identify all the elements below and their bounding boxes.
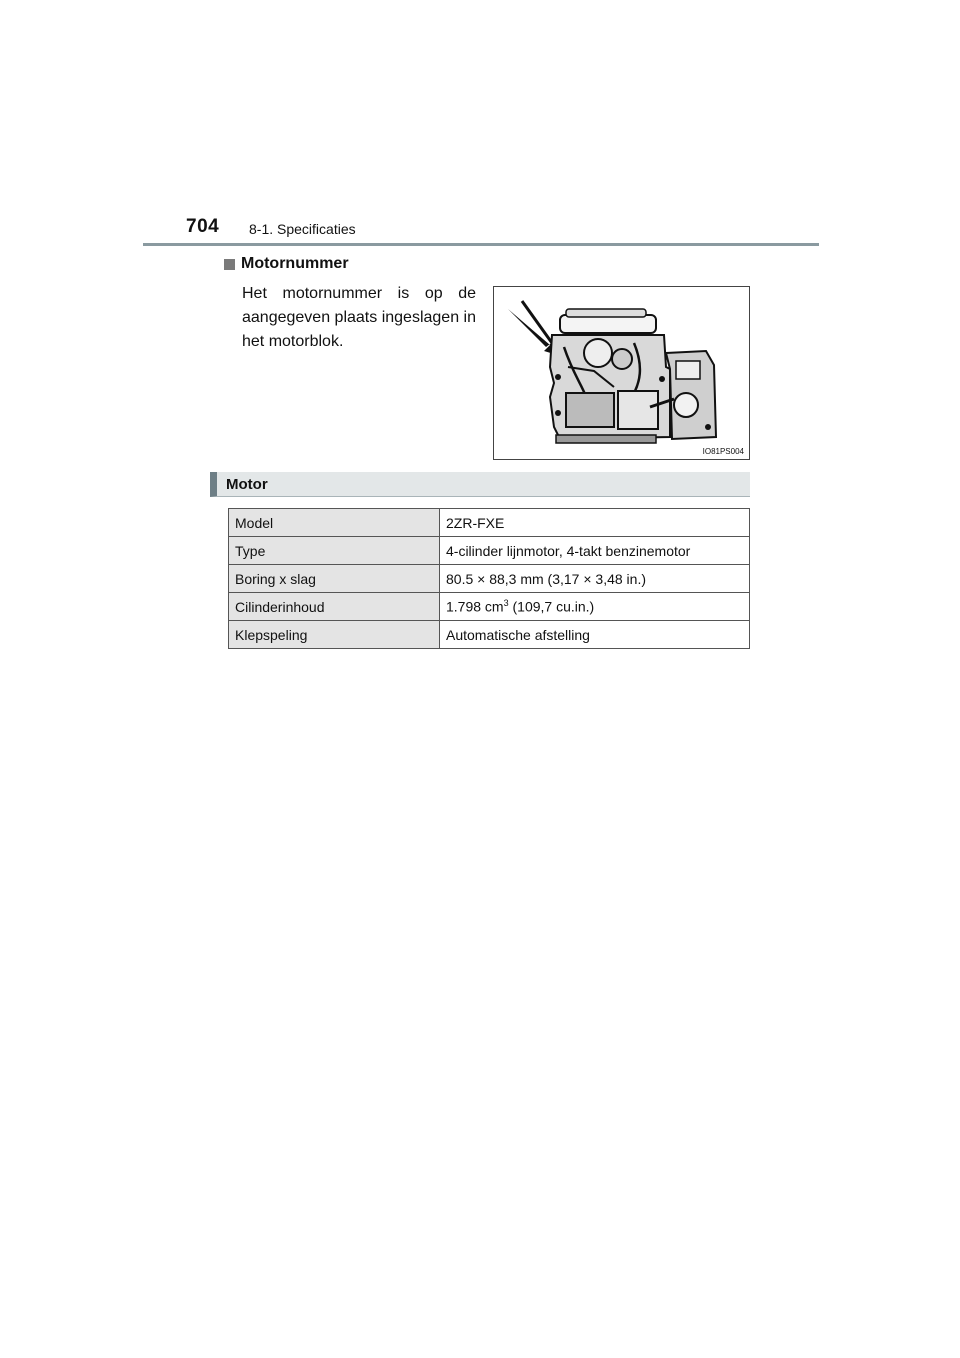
figure-code: IO81PS004 xyxy=(702,447,744,456)
spec-value: 4-cilinder lijnmotor, 4-takt benzinemotor xyxy=(440,537,750,565)
subsection-title: Motornummer xyxy=(241,255,349,272)
spec-value-suffix: (109,7 cu.in.) xyxy=(508,598,595,615)
spec-label: Cilinderinhoud xyxy=(229,593,440,621)
intro-text: Het motornummer is op de aangegeven plaats ingeslagen in het motorblok. xyxy=(242,285,476,350)
table-row xyxy=(229,621,750,649)
spec-label: Type xyxy=(229,537,440,565)
table-row xyxy=(229,593,750,621)
motor-spec-table xyxy=(228,508,750,649)
table-row xyxy=(229,565,750,593)
spec-value-sup: 3 xyxy=(503,598,509,609)
square-bullet-icon xyxy=(224,259,235,270)
spec-value xyxy=(440,593,750,621)
spec-value: 80.5 × 88,3 mm (3,17 × 3,48 in.) xyxy=(440,565,750,593)
spec-label: Model xyxy=(229,509,440,537)
page-number: 704 xyxy=(186,216,220,237)
engine-block-icon xyxy=(494,287,749,459)
spec-value: 2ZR-FXE xyxy=(440,509,750,537)
spec-value-prefix: 1.798 cm xyxy=(446,598,504,615)
spec-label: Boring x slag xyxy=(229,565,440,593)
motor-heading: Motor xyxy=(226,476,268,493)
spec-value: Automatische afstelling xyxy=(440,621,750,649)
header-rule xyxy=(143,243,819,246)
engine-figure xyxy=(493,286,750,460)
motor-heading-bar xyxy=(210,472,750,497)
table-row xyxy=(229,537,750,565)
subsection-engine-number xyxy=(224,255,349,273)
spec-label: Klepspeling xyxy=(229,621,440,649)
section-label: 8-1. Specificaties xyxy=(249,221,356,237)
table-row xyxy=(229,509,750,537)
